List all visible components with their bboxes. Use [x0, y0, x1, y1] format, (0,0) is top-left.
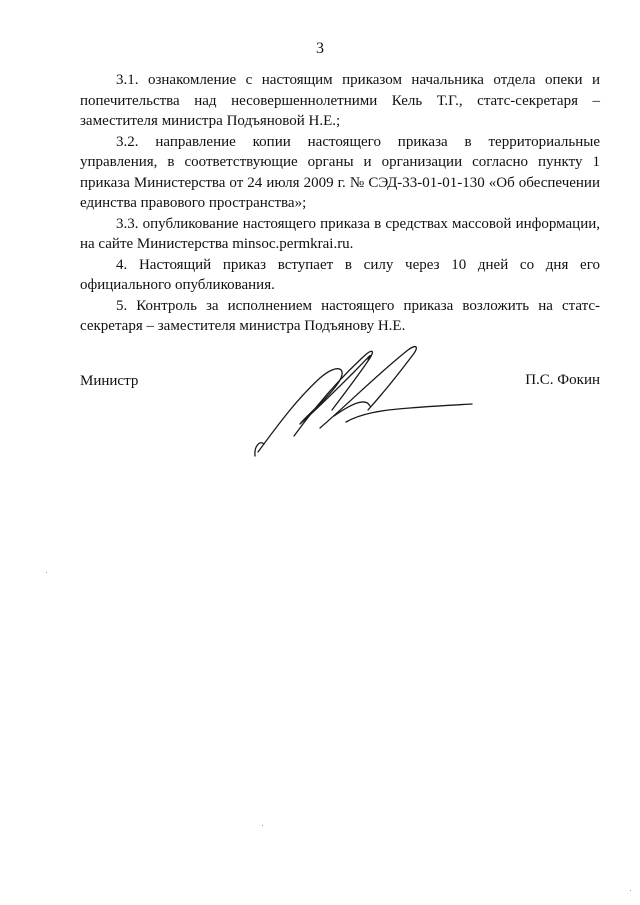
handwritten-signature [250, 340, 475, 460]
paragraph-4: 4. Настоящий приказ вступает в силу через 10 дней со дня его официального опубликования. [80, 256, 600, 293]
paragraph-3-1: 3.1. ознакомление с настоящим приказом начальника отдела опеки и попечительства над несовершеннолетними Кель Т.Г., статс-секретаря – заместителя министра Подъяновой Н.Е.; [80, 72, 600, 129]
scan-speck [46, 572, 47, 573]
document-body [80, 70, 600, 337]
scan-speck [630, 890, 631, 891]
paragraph-3-2: 3.2. направление копии настоящего приказа в территориальные управления, в соответствующие органы и организации согласно пункту 1 приказа Министерства от 24 июля 2009 г. № СЭД-33-01-01-130 «Об обеспечении единства правового пространства»; [80, 133, 600, 211]
paragraph-3-3: 3.3. опубликование настоящего приказа в средствах массовой информации, на сайте Министерства minsoc.permkrai.ru. [80, 215, 600, 252]
scan-speck [262, 825, 263, 826]
signatory-title: Министр [80, 373, 139, 389]
page-number: 3 [316, 40, 324, 57]
signatory-name: П.С. Фокин [525, 372, 600, 388]
paragraph-5: 5. Контроль за исполнением настоящего приказа возложить на статс-секретаря – заместителя министра Подъянову Н.Е. [80, 297, 600, 334]
signature-block [80, 340, 600, 470]
